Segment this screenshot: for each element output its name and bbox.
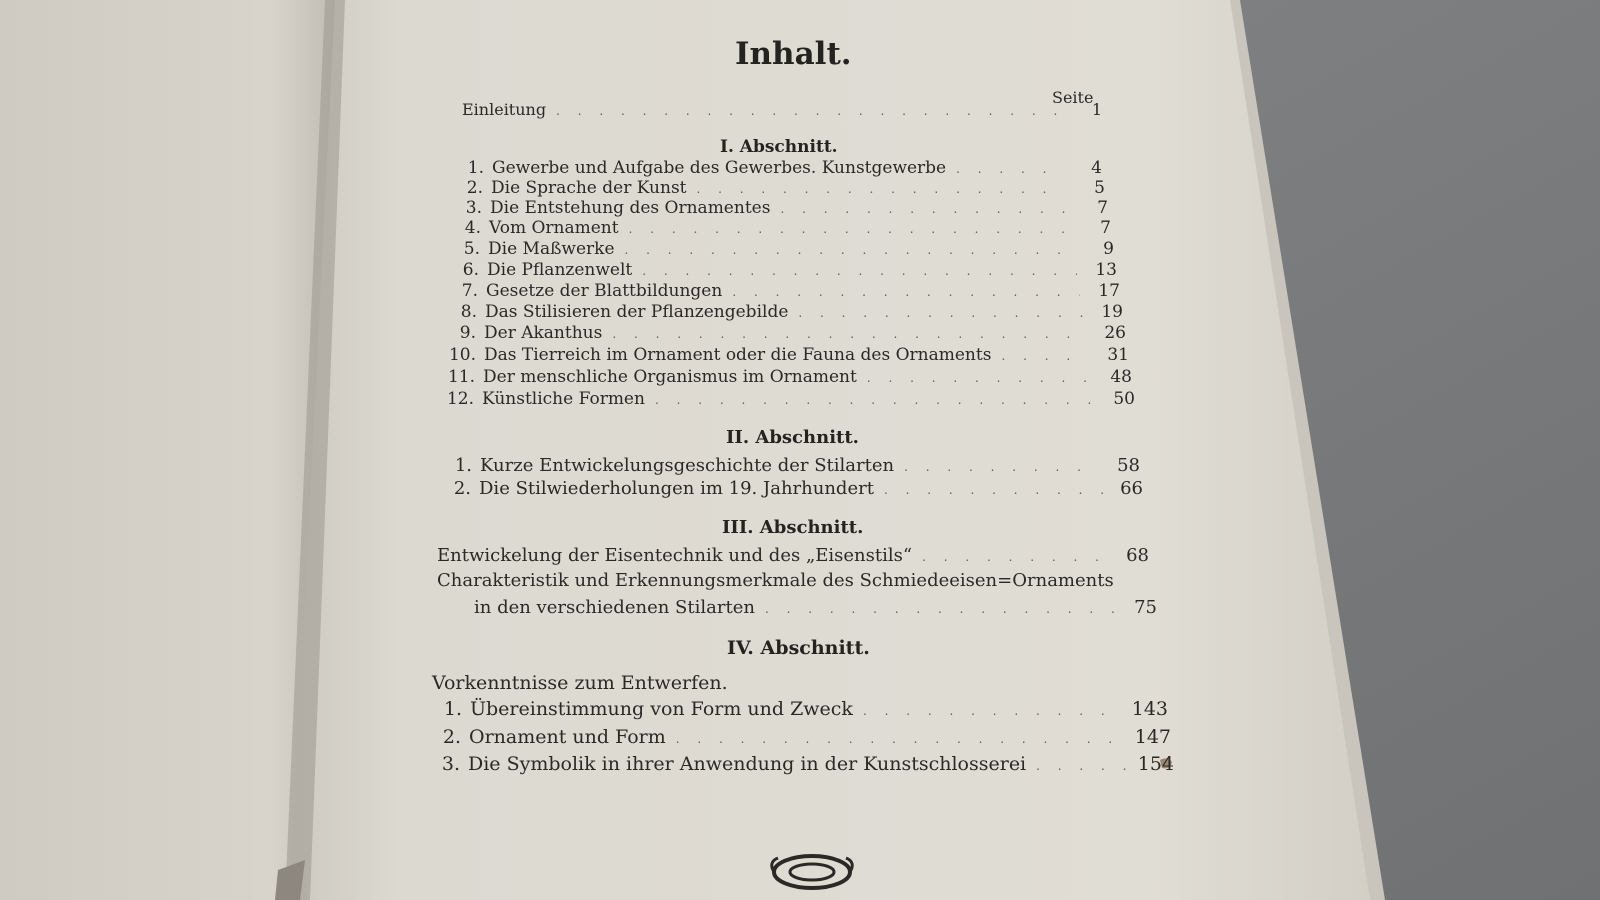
leader-dots xyxy=(765,602,1117,616)
section-heading: I. Abschnitt. xyxy=(720,137,838,157)
toc-entry xyxy=(462,158,1102,178)
entry-label: Die Stilwiederholungen im 19. Jahrhundert xyxy=(479,478,874,499)
entry-label: Die Pflanzenwelt xyxy=(487,260,633,280)
toc-entry xyxy=(449,478,1143,499)
toc-entry xyxy=(436,753,1174,775)
entry-label: Vom Ornament xyxy=(489,218,619,238)
leader-dots xyxy=(642,264,1077,278)
leader-dots xyxy=(798,306,1083,320)
entry-label-line2: in den verschiedenen Stilarten xyxy=(474,597,755,618)
entry-number: 11. xyxy=(447,367,475,387)
entry-page: 9 xyxy=(1103,239,1114,259)
entry-number: 2. xyxy=(453,478,471,499)
leader-dots xyxy=(780,202,1068,216)
entry-label: Einleitung xyxy=(462,100,547,119)
leader-dots xyxy=(867,371,1092,385)
entry-number: 3. xyxy=(465,198,482,218)
leader-dots xyxy=(1036,759,1128,773)
entry-number: 1. xyxy=(467,158,484,178)
entry-page: 1 xyxy=(1091,100,1102,119)
entry-number: 12. xyxy=(446,389,474,409)
entry-label: Gesetze der Blattbildungen xyxy=(486,281,723,301)
entry-label: Die Sprache der Kunst xyxy=(491,178,687,198)
toc-entry xyxy=(446,345,1129,365)
entry-number: 5. xyxy=(463,239,480,259)
leader-dots xyxy=(629,222,1071,236)
entry-number: 9. xyxy=(459,323,476,343)
section-intro: Vorkenntnisse zum Entwerfen. xyxy=(432,672,728,694)
entry-page: 66 xyxy=(1120,478,1143,499)
entry-label: Übereinstimmung von Form und Zweck xyxy=(470,698,853,720)
leader-dots xyxy=(904,460,1100,474)
toc-entry xyxy=(438,698,1168,720)
leader-dots xyxy=(625,243,1074,257)
toc-entry xyxy=(460,198,1108,218)
leader-dots xyxy=(556,104,1062,118)
entry-page: 4 xyxy=(1091,158,1102,178)
toc-entry xyxy=(457,260,1117,280)
leader-dots xyxy=(612,327,1086,341)
entry-page: 31 xyxy=(1107,345,1129,365)
entry-label: Die Maßwerke xyxy=(488,239,615,259)
intro-entry xyxy=(462,100,1102,119)
leader-dots xyxy=(1001,349,1089,363)
entry-page: 48 xyxy=(1110,367,1132,387)
entry-number: 6. xyxy=(462,260,479,280)
leader-dots xyxy=(863,704,1122,718)
entry-page: 50 xyxy=(1113,389,1135,409)
entry-page: 75 xyxy=(1134,597,1157,618)
entry-page: 7 xyxy=(1097,198,1108,218)
entry-number: 3. xyxy=(441,753,460,775)
leader-dots xyxy=(884,483,1103,497)
seite-label: Seite xyxy=(1052,88,1094,107)
entry-page: 13 xyxy=(1095,260,1117,280)
entry-label: Der menschliche Organismus im Ornament xyxy=(483,367,857,387)
entry-number: 2. xyxy=(442,726,461,748)
entry-page: 143 xyxy=(1131,698,1168,720)
leader-dots xyxy=(922,550,1109,564)
section-heading: III. Abschnitt. xyxy=(722,517,864,538)
entry-label: Die Symbolik in ihrer Anwendung in der Kunstschlosserei xyxy=(468,753,1027,775)
toc-entry xyxy=(459,218,1111,238)
leader-dots xyxy=(676,732,1125,746)
entry-page: 5 xyxy=(1094,178,1105,198)
entry-number: 1. xyxy=(443,698,462,720)
leader-dots xyxy=(732,285,1080,299)
entry-number: 4. xyxy=(464,218,481,238)
toc-entry xyxy=(461,178,1105,198)
toc-entry xyxy=(454,323,1126,343)
section-heading: IV. Abschnitt. xyxy=(727,637,870,659)
entry-number: 1. xyxy=(454,455,472,476)
toc-entry xyxy=(456,281,1120,301)
entry-label: Das Stilisieren der Pflanzengebilde xyxy=(485,302,789,322)
left-page xyxy=(0,0,340,900)
entry-page: 19 xyxy=(1101,302,1123,322)
toc-entry xyxy=(474,597,1157,618)
section-heading: II. Abschnitt. xyxy=(726,427,859,448)
entry-page: 7 xyxy=(1100,218,1111,238)
entry-label-line1: Charakteristik und Erkennungsmerkmale des Schmiedeeisen=Ornaments xyxy=(437,570,1114,591)
page-title: Inhalt. xyxy=(735,36,852,72)
toc-entry xyxy=(458,239,1114,259)
entry-label: Die Entstehung des Ornamentes xyxy=(490,198,771,218)
entry-page: 147 xyxy=(1134,726,1171,748)
entry-number: 7. xyxy=(461,281,478,301)
toc-entry xyxy=(437,726,1171,748)
toc-entry xyxy=(444,389,1135,409)
entry-label: Entwickelung der Eisentechnik und des „Eisenstils“ xyxy=(437,545,913,566)
entry-number: 8. xyxy=(460,302,477,322)
toc-entry xyxy=(455,302,1123,322)
entry-label: Künstliche Formen xyxy=(482,389,645,409)
leader-dots xyxy=(655,393,1095,407)
entry-page: 58 xyxy=(1117,455,1140,476)
leader-dots xyxy=(956,162,1062,176)
entry-label: Ornament und Form xyxy=(469,726,666,748)
toc-entry xyxy=(445,367,1132,387)
entry-label: Gewerbe und Aufgabe des Gewerbes. Kunstgewerbe xyxy=(492,158,947,178)
leader-dots xyxy=(697,182,1065,196)
entry-number: 10. xyxy=(448,345,476,365)
entry-label: Das Tierreich im Ornament oder die Fauna des Ornaments xyxy=(484,345,992,365)
entry-page: 154 xyxy=(1137,753,1174,775)
entry-label: Kurze Entwickelungsgeschichte der Stilarten xyxy=(480,455,895,476)
entry-label: Der Akanthus xyxy=(484,323,603,343)
entry-page: 26 xyxy=(1104,323,1126,343)
toc-entry xyxy=(450,455,1140,476)
entry-page: 17 xyxy=(1098,281,1120,301)
entry-number: 2. xyxy=(466,178,483,198)
toc-entry xyxy=(437,545,1149,566)
entry-page: 68 xyxy=(1126,545,1149,566)
